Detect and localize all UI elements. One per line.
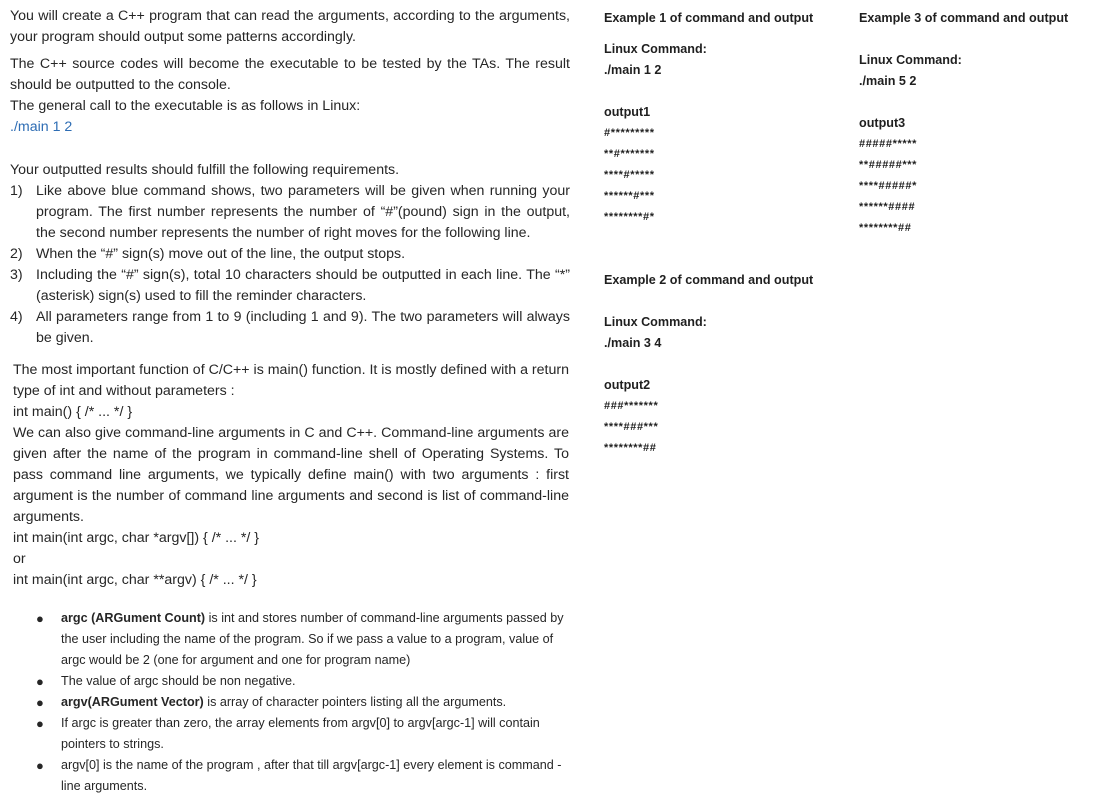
requirements-intro: Your outputted results should fulfill the following requirements. [10, 162, 400, 178]
requirement-item [10, 244, 570, 265]
bullet-item [36, 692, 566, 713]
bullet-text: argv[0] is the name of the program , after that till argv[argc-1] every element is command -line arguments. [61, 758, 562, 793]
bullet-text: If argc is greater than zero, the array elements from argv[0] to argv[argc-1] will contain pointers to strings. [61, 716, 540, 751]
code-main-argv-pointer: int main(int argc, char **argv) { /* ... */ } [13, 572, 257, 588]
general-call-text: The general call to the executable is as follows in Linux: [10, 98, 361, 114]
example-1-command-label: Linux Command: [604, 42, 707, 56]
output-line: ###******* [604, 400, 659, 412]
bullet-dot-icon: ● [36, 695, 44, 710]
output-line: ****###*** [604, 421, 659, 433]
bullet-dot-icon: ● [36, 611, 44, 626]
example-2-command-label: Linux Command: [604, 315, 707, 329]
bullet-item [36, 608, 566, 671]
example-2-output-label: output2 [604, 378, 651, 392]
code-main-no-args: int main() { /* ... */ } [13, 404, 133, 420]
instructions-column [10, 6, 570, 349]
output-line: ********#* [604, 211, 655, 223]
requirement-text: All parameters range from 1 to 9 (including 1 and 9). The two parameters will always be given. [36, 309, 570, 346]
output-line: ********## [604, 442, 657, 454]
requirement-item [10, 307, 570, 349]
example-1-output-label: output1 [604, 105, 651, 119]
bullet-dot-icon: ● [36, 716, 44, 731]
output-line: #####***** [859, 138, 917, 150]
intro-paragraph: You will create a C++ program that can read the arguments, according to the arguments, your program should output some patterns accordingly. [10, 8, 570, 45]
main-function-section [13, 360, 569, 591]
example-1-command: ./main 1 2 [604, 63, 662, 77]
example-3-title: Example 3 of command and output [859, 11, 1069, 25]
requirement-number: 3) [10, 267, 23, 283]
example-3-block [859, 8, 1091, 239]
requirement-number: 4) [10, 309, 23, 325]
output-line: **#####*** [859, 159, 917, 171]
example-3-command: ./main 5 2 [859, 74, 917, 88]
example-2-command: ./main 3 4 [604, 336, 662, 350]
requirement-number: 2) [10, 246, 23, 262]
argc-argv-bullet-list [36, 608, 566, 797]
output-line: #********* [604, 127, 655, 139]
example-1-block [604, 8, 844, 228]
bullet-item [36, 755, 566, 797]
example-2-title: Example 2 of command and output [604, 273, 814, 287]
bullet-text: is int and stores number of command-line arguments passed by the user including the name of the program. So if we pass a value to a program, value of argc would be 2 (one for argument and one for program name) [61, 611, 564, 667]
requirement-text: Including the “#” sign(s), total 10 characters should be outputted in each line. The “*” (asterisk) sign(s) used to fill the reminder characters. [36, 267, 570, 304]
output-line: ********## [859, 222, 912, 234]
requirement-item [10, 181, 570, 244]
example-3-command-label: Linux Command: [859, 53, 962, 67]
output-line: ****#####* [859, 180, 917, 192]
bullet-dot-icon: ● [36, 758, 44, 773]
source-paragraph: The C++ source codes will become the executable to be tested by the TAs. The result should be outputted to the console. [10, 56, 570, 93]
requirement-item [10, 265, 570, 307]
bullet-bold-term: argv(ARGument Vector) [61, 695, 204, 709]
bullet-bold-term: argc (ARGument Count) [61, 611, 206, 625]
bullet-text: is array of character pointers listing all the arguments. [203, 695, 507, 709]
example-2-block [604, 270, 844, 459]
output-line: **#******* [604, 148, 655, 160]
output-line: ****#***** [604, 169, 655, 181]
example-3-output-label: output3 [859, 116, 906, 130]
or-text: or [13, 551, 26, 567]
bullet-item [36, 713, 566, 755]
bullet-dot-icon: ● [36, 674, 44, 689]
bullet-text: The value of argc should be non negative. [61, 674, 296, 688]
main-function-paragraph: The most important function of C/C++ is main() function. It is mostly defined with a return type of int and without parameters : [13, 362, 569, 399]
bullet-item [36, 671, 566, 692]
output-line: ******#*** [604, 190, 655, 202]
requirement-number: 1) [10, 183, 23, 199]
requirement-text: When the “#” sign(s) move out of the line, the output stops. [36, 246, 406, 262]
example-1-title: Example 1 of command and output [604, 11, 814, 25]
output-line: ******#### [859, 201, 916, 213]
requirement-text: Like above blue command shows, two parameters will be given when running your program. The first number represents the number of “#”(pound) sign in the output, the second number represents the number of right moves for the following line. [36, 183, 570, 241]
example-command: ./main 1 2 [10, 119, 73, 135]
code-main-argv-array: int main(int argc, char *argv[]) { /* ... */ } [13, 530, 260, 546]
command-line-paragraph: We can also give command-line arguments in C and C++. Command-line arguments are given after the name of the program in command-line shell of Operating Systems. To pass command line arguments, we typically define main() with two arguments : first argument is the number of command line arguments and second is list of command-line arguments. [13, 425, 569, 525]
